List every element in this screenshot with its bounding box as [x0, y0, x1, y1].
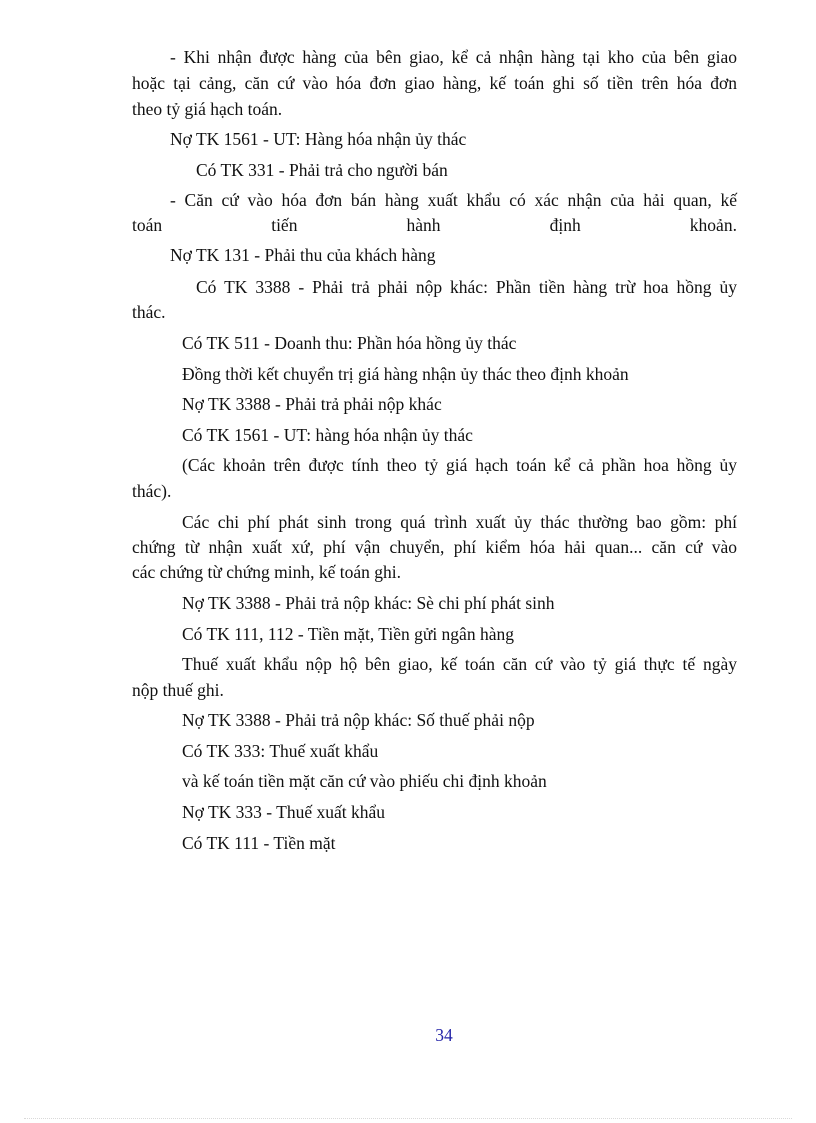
debit-entry: Nợ TK 131 - Phải thu của khách hàng — [170, 245, 436, 265]
word: tiến — [271, 215, 298, 235]
word: định — [549, 215, 581, 235]
credit-entry: Có TK 333: Thuế xuất khẩu — [182, 741, 379, 761]
paragraph-line: Đồng thời kết chuyển trị giá hàng nhận ủy thác theo định khoản — [182, 364, 629, 384]
paragraph-line: theo tỷ giá hạch toán. — [132, 99, 283, 119]
credit-entry: Có TK 3388 - Phải trả phải nộp khác: Phần tiền hàng trừ hoa hồng ủy — [196, 277, 737, 297]
page-bottom-divider — [24, 1118, 792, 1119]
paragraph-line: hoặc tại cảng, căn cứ vào hóa đơn giao hàng, kế toán ghi số tiền trên hóa đơn — [132, 73, 737, 93]
paragraph-line: - Khi nhận được hàng của bên giao, kể cả nhận hàng tại kho của bên giao — [170, 47, 737, 67]
paragraph-line: - Căn cứ vào hóa đơn bán hàng xuất khẩu có xác nhận của hải quan, kế — [170, 190, 737, 210]
debit-entry: Nợ TK 3388 - Phải trả nộp khác: Số thuế phải nộp — [182, 710, 535, 730]
paragraph-line: nộp thuế ghi. — [132, 680, 224, 700]
page-number: 34 — [435, 1025, 453, 1045]
paragraph-line: (Các khoản trên được tính theo tỷ giá hạch toán kể cả phần hoa hồng ủy — [182, 455, 737, 475]
paragraph-line: Các chi phí phát sinh trong quá trình xuất ủy thác thường bao gồm: phí — [182, 512, 737, 532]
paragraph-line: chứng từ nhận xuất xứ, phí vận chuyển, phí kiểm hóa hải quan... căn cứ vào — [132, 537, 737, 557]
word: toán — [132, 215, 163, 235]
paragraph-line: các chứng từ chứng minh, kế toán ghi. — [132, 562, 402, 582]
credit-entry: Có TK 111 - Tiền mặt — [182, 833, 336, 853]
paragraph-line-spaced — [132, 213, 737, 237]
debit-entry: Nợ TK 3388 - Phải trả nộp khác: Sè chi phí phát sinh — [182, 593, 555, 613]
paragraph-line: và kế toán tiền mặt căn cứ vào phiếu chi định khoản — [182, 771, 547, 791]
word: khoản. — [689, 215, 737, 235]
credit-entry: Có TK 111, 112 - Tiền mặt, Tiền gửi ngân hàng — [182, 624, 514, 644]
debit-entry: Nợ TK 3388 - Phải trả phải nộp khác — [182, 394, 442, 414]
word: hành — [406, 215, 441, 235]
credit-entry: Có TK 331 - Phải trả cho người bán — [196, 160, 448, 180]
credit-entry: Có TK 511 - Doanh thu: Phần hóa hồng ủy thác — [182, 333, 517, 353]
paragraph-line: Thuế xuất khẩu nộp hộ bên giao, kế toán căn cứ vào tỷ giá thực tế ngày — [182, 654, 737, 674]
paragraph-line: thác). — [132, 481, 172, 501]
debit-entry: Nợ TK 1561 - UT: Hàng hóa nhận ủy thác — [170, 129, 467, 149]
credit-entry: Có TK 1561 - UT: hàng hóa nhận ủy thác — [182, 425, 473, 445]
debit-entry: Nợ TK 333 - Thuế xuất khẩu — [182, 802, 386, 822]
credit-entry-continued: thác. — [132, 302, 166, 322]
